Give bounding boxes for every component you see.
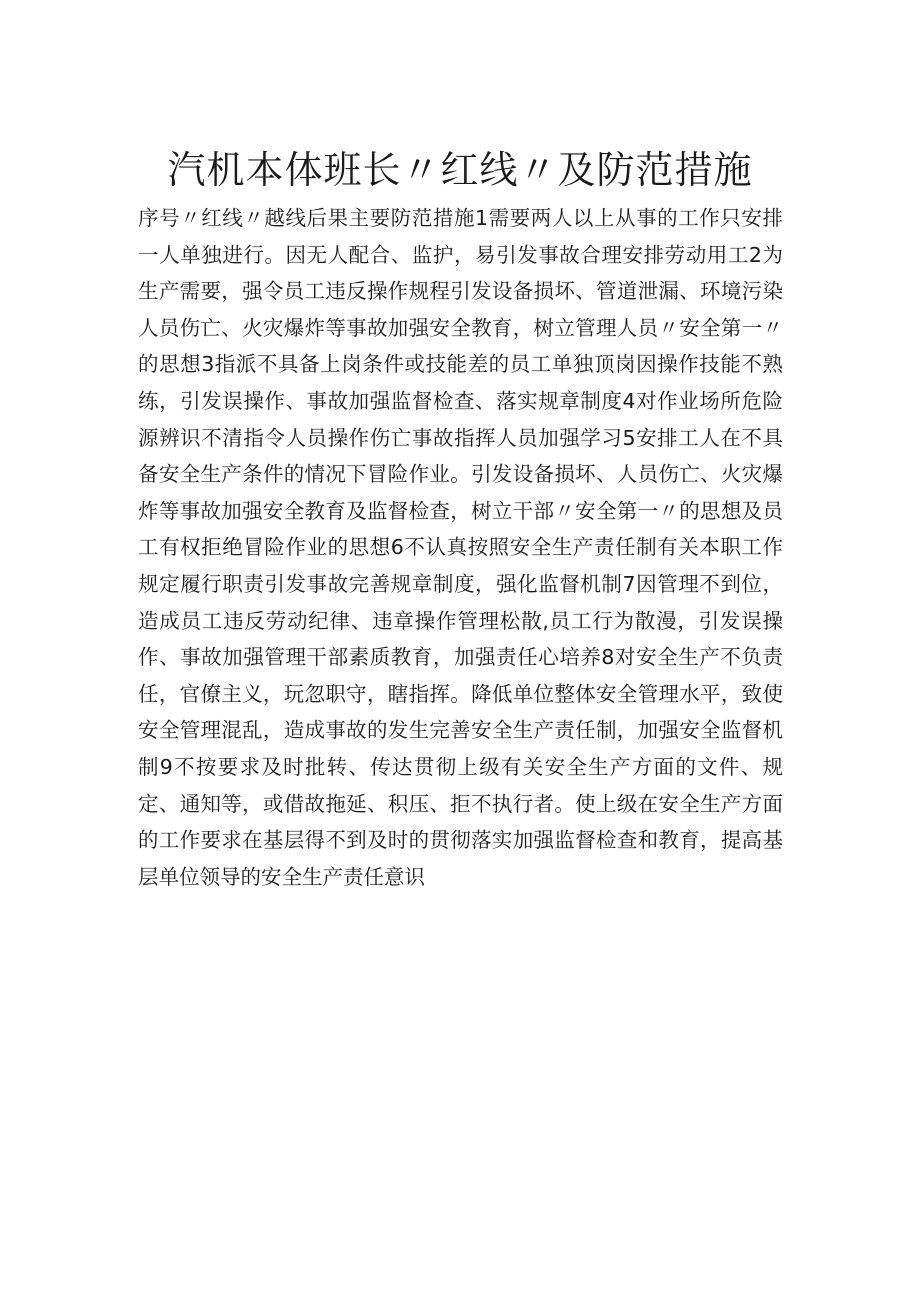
document-title: 汽机本体班长〃红线〃及防范措施 <box>167 148 753 192</box>
document-body: 序号〃红线〃越线后果主要防范措施1需要两人以上从事的工作只安排一人单独进行。因无人配合、监护，易引发事故合理安排劳动用工2为生产需要，强令员工违反操作规程引发设备损坏、管道泄漏、环境污染人员伤亡、火灾爆炸等事故加强安全教育，树立管理人员〃安全第一〃的思想3指派不具备上岗条件或技能差的员工单独顶岗因操作技能不熟练，引发误操作、事故加强监督检查、落实规章制度4对作业场所危险源辨识不清指令人员操作伤亡事故指挥人员加强学习5安排工人在不具备安全生产条件的情况下冒险作业。引发设备损坏、人员伤亡、火灾爆炸等事故加强安全教育及监督检查，树立干部〃安全第一〃的思想及员工有权拒绝冒险作业的思想6不认真按照安全生产责任制有关本职工作规定履行职责引发事故完善规章制度，强化监督机制7因管理不到位，造成员工违反劳动纪律、违章操作管理松散,员工行为散漫，引发误操作、事故加强管理干部素质教育，加强责任心培养8对安全生产不负责任，官僚主义，玩忽职守，瞎指挥。降低单位整体安全管理水平，致使安全管理混乱，造成事故的发生完善安全生产责任制，加强安全监督机制9不按要求及时批转、传达贯彻上级有关安全生产方面的文件、规定、通知等，或借故拖延、积压、拒不执行者。使上级在安全生产方面的工作要求在基层得不到及时的贯彻落实加强监督检查和教育，提高基层单位领导的安全生产责任意识 <box>138 206 783 889</box>
